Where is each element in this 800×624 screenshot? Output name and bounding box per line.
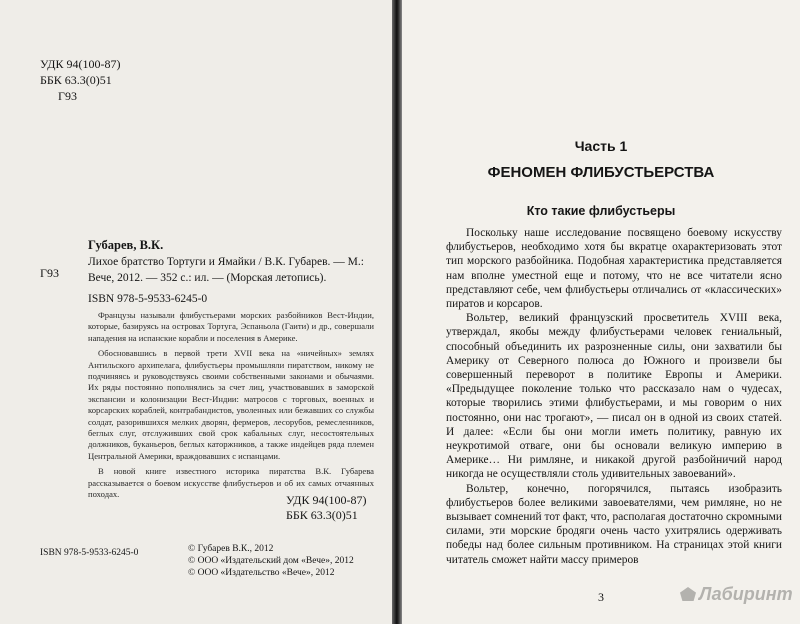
author-mark-side: Г93 [40,266,59,280]
body-paragraph: Вольтер, великий французский просветитель XVIII века, утверждал, якобы между флибустьерами человек гениальный, способный объединить их разрозненные силы, они захватили бы Америку от Северного полюса до Южного и произвели бы совершенный переворот в политике Европы и Америки. «Предыдущее поколение только что рассказало нам о чудесах, которые творились этими флибустьерами, и мы говорим о них постоянно, они нас трогают», — писал он в одной из своих статей. И далее: «Если бы они могли иметь политику, равную их неукротимой отваге, они бы основали великую империю в Америке… Ни римляне, и никакой другой разбойничий народ никогда не осуществляли столь удивительных завоеваний». [446,312,782,481]
annotation [88,310,374,505]
copyright-line: © Губарев В.К., 2012 [188,544,274,554]
udk-block-top [40,56,120,104]
labirint-logo-icon [680,587,696,601]
record-description: Лихое братство Тортуги и Ямайки / В.К. Губарев. — М.: Вече, 2012. — 352 с.: ил. — (Морская летопись). [88,256,364,284]
annotation-paragraph: В новой книге известного историка пиратства В.К. Губарева рассказывается о боевом искусстве флибустьеров и об их самых отчаянных походах. [88,466,374,500]
book-gutter [392,0,402,624]
annotation-paragraph: Обосновавшись в первой трети XVII века на «ничейных» землях Антильского архипелага, флибустьеры промышляли пиратством, никому не подчиняясь и руководствуясь своими собственными законами и обычаями. Их ряды постоянно пополнялись за счет лиц, участвовавших в заморской экспансии и колонизации Вест-Индии: матросов с торговых, военных и корсарских кораблей, контрабандистов, уволенных или бежавших со службы солдат, разорившихся мелких дворян, фермеров, лесорубов, ремесленников, беглых слуг, отслуживших свой срок кабальных слуг, несостоятельных должников, буканьеров, беглых каторжников, а также индейцев ряда племен Центральной Америки, враждовавших с испанцами. [88,348,374,461]
watermark [680,584,793,605]
copyright-block [188,543,354,579]
bibliographic-record [40,236,372,308]
bbk-line: ББК 63.3(0)51 [286,508,358,522]
body-paragraph: Поскольку наше исследование посвящено боевому искусству флибустьеров, необходимо хотя бы вкратце охарактеризовать этот тип морского разбойника. Подобная характеристика представляется нам вполне уместной еще и потому, что не все читатели ясно представляют себе, чем флибустьеры отличались от «классических» пиратов и корсаров. [446,227,782,311]
annotation-paragraph: Французы называли флибустьерами морских разбойников Вест-Индии, которые, базируясь на островах Тортуга, Эспаньола (Гаити) и др., совершали нападения на испанские корабли и поселения в Америке. [88,310,374,343]
copyright-line: © ООО «Издательский дом «Вече», 2012 [188,556,354,566]
part-label: Часть 1 [574,138,628,154]
record-author: Губарев, В.К. [88,238,164,252]
section-title: Кто такие флибустьеры [526,204,676,218]
record-isbn: ISBN 978-5-9533-6245-0 [88,293,208,305]
bbk-line: ББК 63.3(0)51 [40,73,112,87]
author-mark: Г93 [58,89,77,103]
isbn-footer: ISBN 978-5-9533-6245-0 [40,548,139,558]
page-number: 3 [598,590,604,604]
body-paragraph: Вольтер, конечно, погорячился, пытаясь изобразить флибустьеров более великими завоевателями, чем римляне, но не вызывает сомнений тот факт, что, располагая достаточно скромными силами, эти морские бродяги очень часто ухитрялись одерживать победы над более сильным противником. На страницах этой книги читатель сможет найти массу примеров [446,482,782,566]
right-page [402,0,800,624]
udk-line: УДК 94(100-87) [40,57,121,71]
copyright-line: © ООО «Издательство «Вече», 2012 [188,568,335,578]
left-page [0,0,392,624]
body-text [446,226,782,567]
udk-line: УДК 94(100-87) [286,493,367,507]
udk-block-bottom [286,493,366,523]
watermark-text: Лабиринт [699,584,793,604]
part-title: ФЕНОМЕН ФЛИБУСТЬЕРСТВА [487,164,715,181]
